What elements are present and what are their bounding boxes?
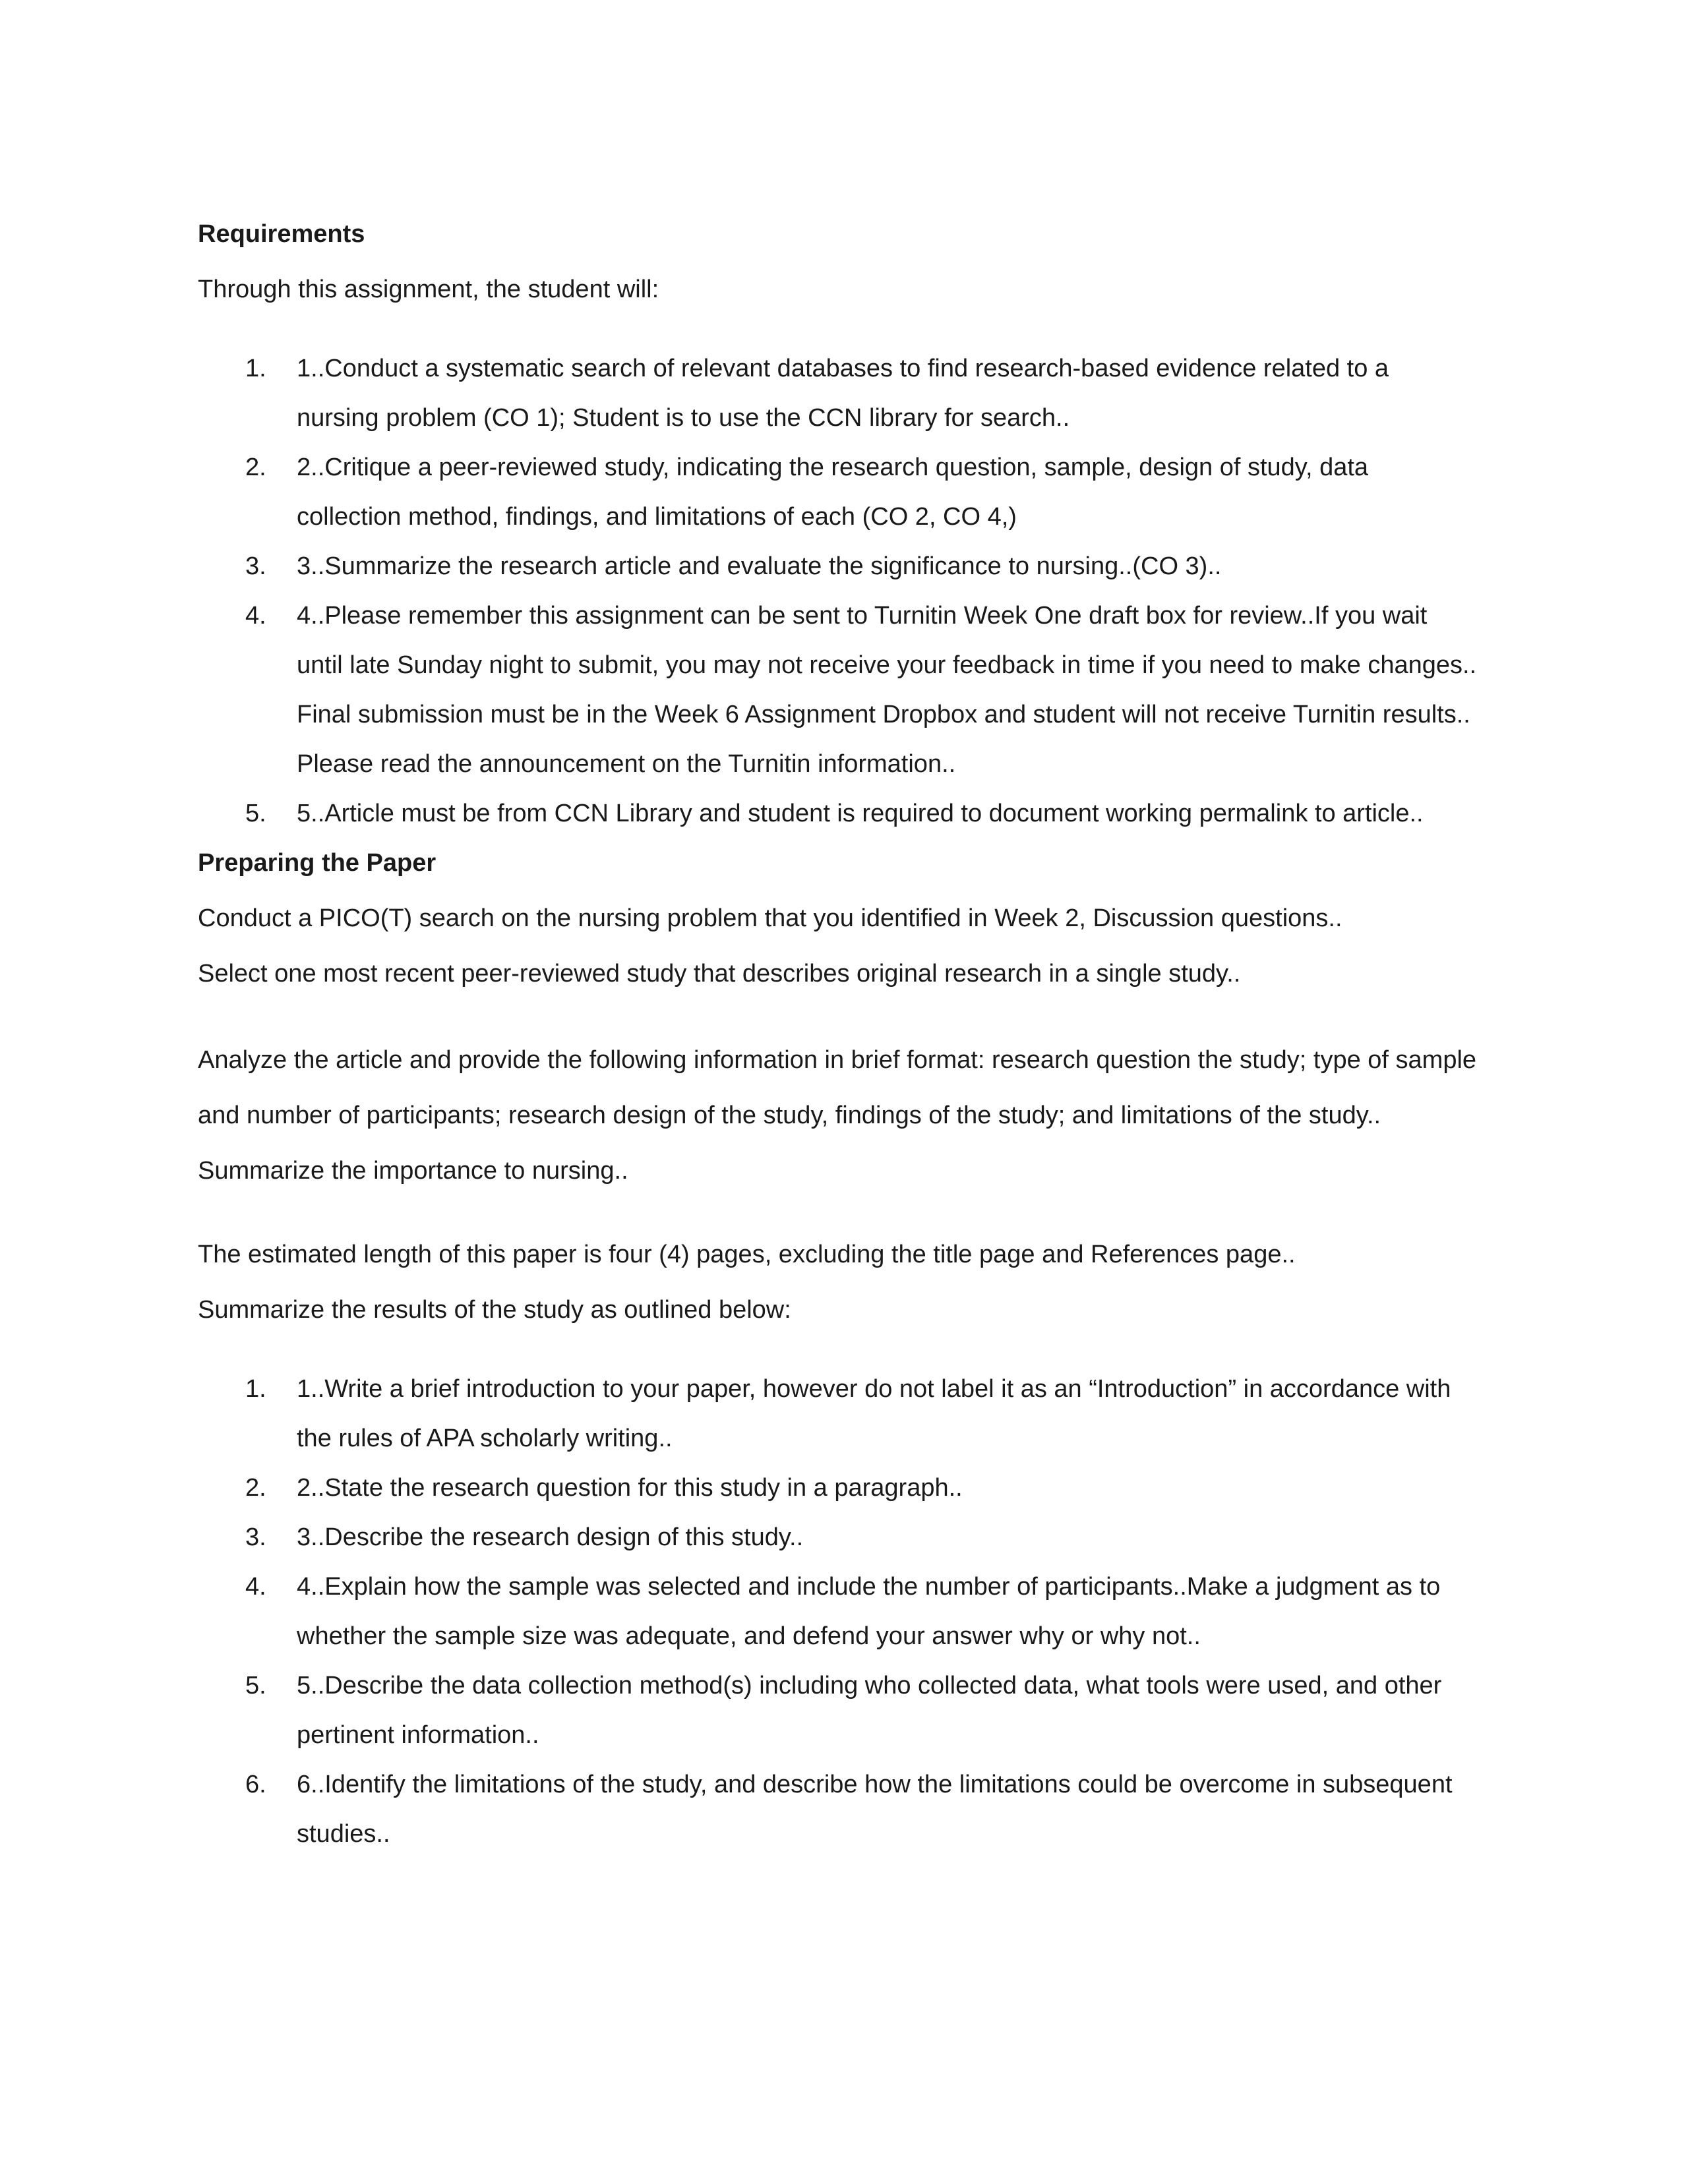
list-text: 3..Describe the research design of this study.. (297, 1523, 804, 1551)
list-text: 3..Summarize the research article and evaluate the significance to nursing..(CO 3).. (297, 552, 1222, 580)
list-text: 6..Identify the limitations of the study, and describe how the limitations could be overcome in subsequent studies.. (297, 1771, 1453, 1848)
list-text: 4..Explain how the sample was selected and include the number of participants..Make a judgment as to whether the sample size was adequate, and defend your answer why or why not.. (297, 1573, 1441, 1650)
list-item (198, 1463, 1490, 1513)
list-text: 1..Write a brief introduction to your paper, however do not label it as an “Introduction” in accordance with the rules of APA scholarly writing.. (297, 1375, 1451, 1452)
list-item (198, 1562, 1490, 1661)
list-text: 5..Article must be from CCN Library and student is required to document working permalink to article.. (297, 800, 1424, 827)
requirements-list (198, 344, 1490, 839)
list-item (198, 1760, 1490, 1859)
list-item (198, 1365, 1490, 1463)
list-item (198, 443, 1490, 542)
requirements-heading: Requirements (198, 220, 365, 248)
list-number: 3. (245, 552, 266, 580)
list-item (198, 789, 1490, 839)
preparing-heading: Preparing the Paper (198, 849, 437, 877)
list-text: 2..State the research question for this study in a paragraph.. (297, 1474, 963, 1502)
list-number: 4. (245, 602, 266, 630)
list-item (198, 344, 1490, 443)
list-number: 3. (245, 1523, 266, 1551)
list-number: 6. (245, 1771, 266, 1798)
preparing-paragraph-4: The estimated length of this paper is four (4) pages, excluding the title page and References page.. (198, 1241, 1296, 1268)
list-item (198, 1661, 1490, 1760)
preparing-paragraph-1: Conduct a PICO(T) search on the nursing problem that you identified in Week 2, Discussion questions.. (198, 904, 1342, 932)
preparing-paragraph-3: Analyze the article and provide the following information in brief format: research question the study; type of sample and number of participants; research design of the study, findings of the study; and limitations of the study.. Summarize the importance to nursing.. (198, 1046, 1477, 1185)
list-number: 5. (245, 800, 266, 827)
requirements-intro: Through this assignment, the student will: (198, 276, 659, 303)
document-page (198, 218, 1490, 1859)
list-item (198, 1513, 1490, 1562)
list-number: 2. (245, 454, 266, 481)
outline-list (198, 1365, 1490, 1859)
list-text: 1..Conduct a systematic search of relevant databases to find research-based evidence related to a nursing problem (CO 1); Student is to use the CCN library for search.. (297, 355, 1389, 432)
list-number: 4. (245, 1573, 266, 1601)
list-text: 5..Describe the data collection method(s) including who collected data, what tools were used, and other pertinent information.. (297, 1672, 1442, 1749)
list-number: 1. (245, 1375, 266, 1403)
list-text: 2..Critique a peer-reviewed study, indicating the research question, sample, design of study, data collection method, findings, and limitations of each (CO 2, CO 4,) (297, 454, 1369, 531)
list-number: 5. (245, 1672, 266, 1699)
list-item (198, 591, 1490, 789)
preparing-paragraph-5: Summarize the results of the study as outlined below: (198, 1296, 791, 1324)
list-number: 2. (245, 1474, 266, 1502)
preparing-paragraph-2: Select one most recent peer-reviewed study that describes original research in a single study.. (198, 960, 1241, 988)
list-text: 4..Please remember this assignment can be sent to Turnitin Week One draft box for review..If you wait until late Sunday night to submit, you may not receive your feedback in time if you need to make changes.. Final submission must be in the Week 6 Assignment Dropbox and student will not receive Turnitin results.. Please read the announcement on the Turnitin information.. (297, 602, 1477, 778)
list-number: 1. (245, 355, 266, 382)
list-item (198, 542, 1490, 591)
